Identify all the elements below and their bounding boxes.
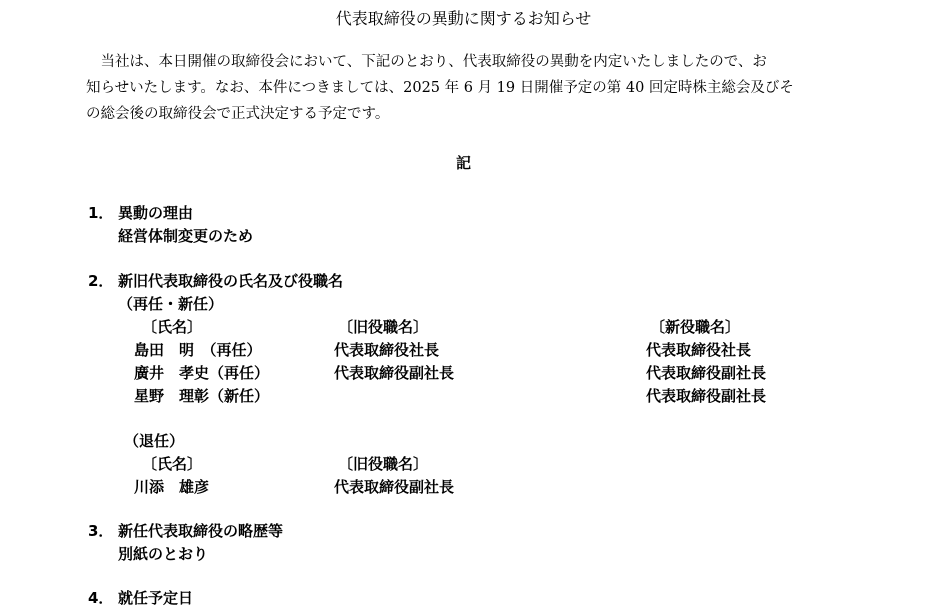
section-4-heading — [88, 587, 193, 608]
section-4-number: 4． — [88, 589, 114, 607]
document-title: 代表取締役の異動に関するお知らせ — [335, 9, 592, 28]
intro-line-2: 知らせいたします。なお、本件につきましては、2025 年 6 月 19 日開催予定の第 40 回定時株主総会及びそ — [86, 80, 794, 96]
reappointed-row-1-name: 島田 明 （再任） — [134, 341, 262, 359]
reappointed-old-title-header: 〔旧役職名〕 — [338, 318, 429, 336]
reappointed-label: （再任・新任） — [118, 295, 224, 313]
intro-line-1: 当社は、本日開催の取締役会において、下記のとおり、代表取締役の異動を内定いたしましたので、お — [86, 54, 767, 70]
reappointed-row-1-new: 代表取締役社長 — [646, 341, 752, 359]
reappointed-name-header: 〔氏名〕 — [142, 318, 203, 336]
reappointed-row-2-name: 廣井 孝史（再任） — [134, 364, 270, 382]
section-3-body: 別紙のとおり — [118, 545, 209, 563]
reappointed-row-2-old: 代表取締役副社長 — [334, 364, 455, 382]
section-1-body: 経営体制変更のため — [118, 227, 254, 245]
section-2-heading — [88, 270, 343, 291]
section-3-number: 3． — [88, 522, 114, 540]
intro-line-3: の総会後の取締役会で正式決定する予定です。 — [86, 106, 390, 122]
retiring-old-title-header: 〔旧役職名〕 — [338, 455, 429, 473]
retiring-row-1-old: 代表取締役副社長 — [334, 478, 455, 496]
reappointed-row-1-old: 代表取締役社長 — [334, 341, 440, 359]
retiring-name-header: 〔氏名〕 — [142, 455, 203, 473]
section-3-title: 新任代表取締役の略歴等 — [118, 522, 284, 540]
reappointed-row-3-new: 代表取締役副社長 — [646, 387, 767, 405]
retiring-label: （退任） — [124, 432, 185, 450]
section-1-title: 異動の理由 — [118, 204, 194, 222]
retiring-row-1-name: 川添 雄彦 — [134, 478, 210, 496]
ki-heading: 記 — [455, 154, 471, 172]
section-2-title: 新旧代表取締役の氏名及び役職名 — [118, 272, 344, 290]
section-1-number: 1． — [88, 204, 114, 222]
reappointed-row-3-name: 星野 理彰（新任） — [134, 387, 270, 405]
reappointed-row-2-new: 代表取締役副社長 — [646, 364, 767, 382]
section-1-heading — [88, 202, 193, 223]
section-4-title: 就任予定日 — [118, 589, 194, 607]
section-3-heading — [88, 520, 283, 541]
reappointed-new-title-header: 〔新役職名〕 — [650, 318, 741, 336]
section-2-number: 2． — [88, 272, 114, 290]
